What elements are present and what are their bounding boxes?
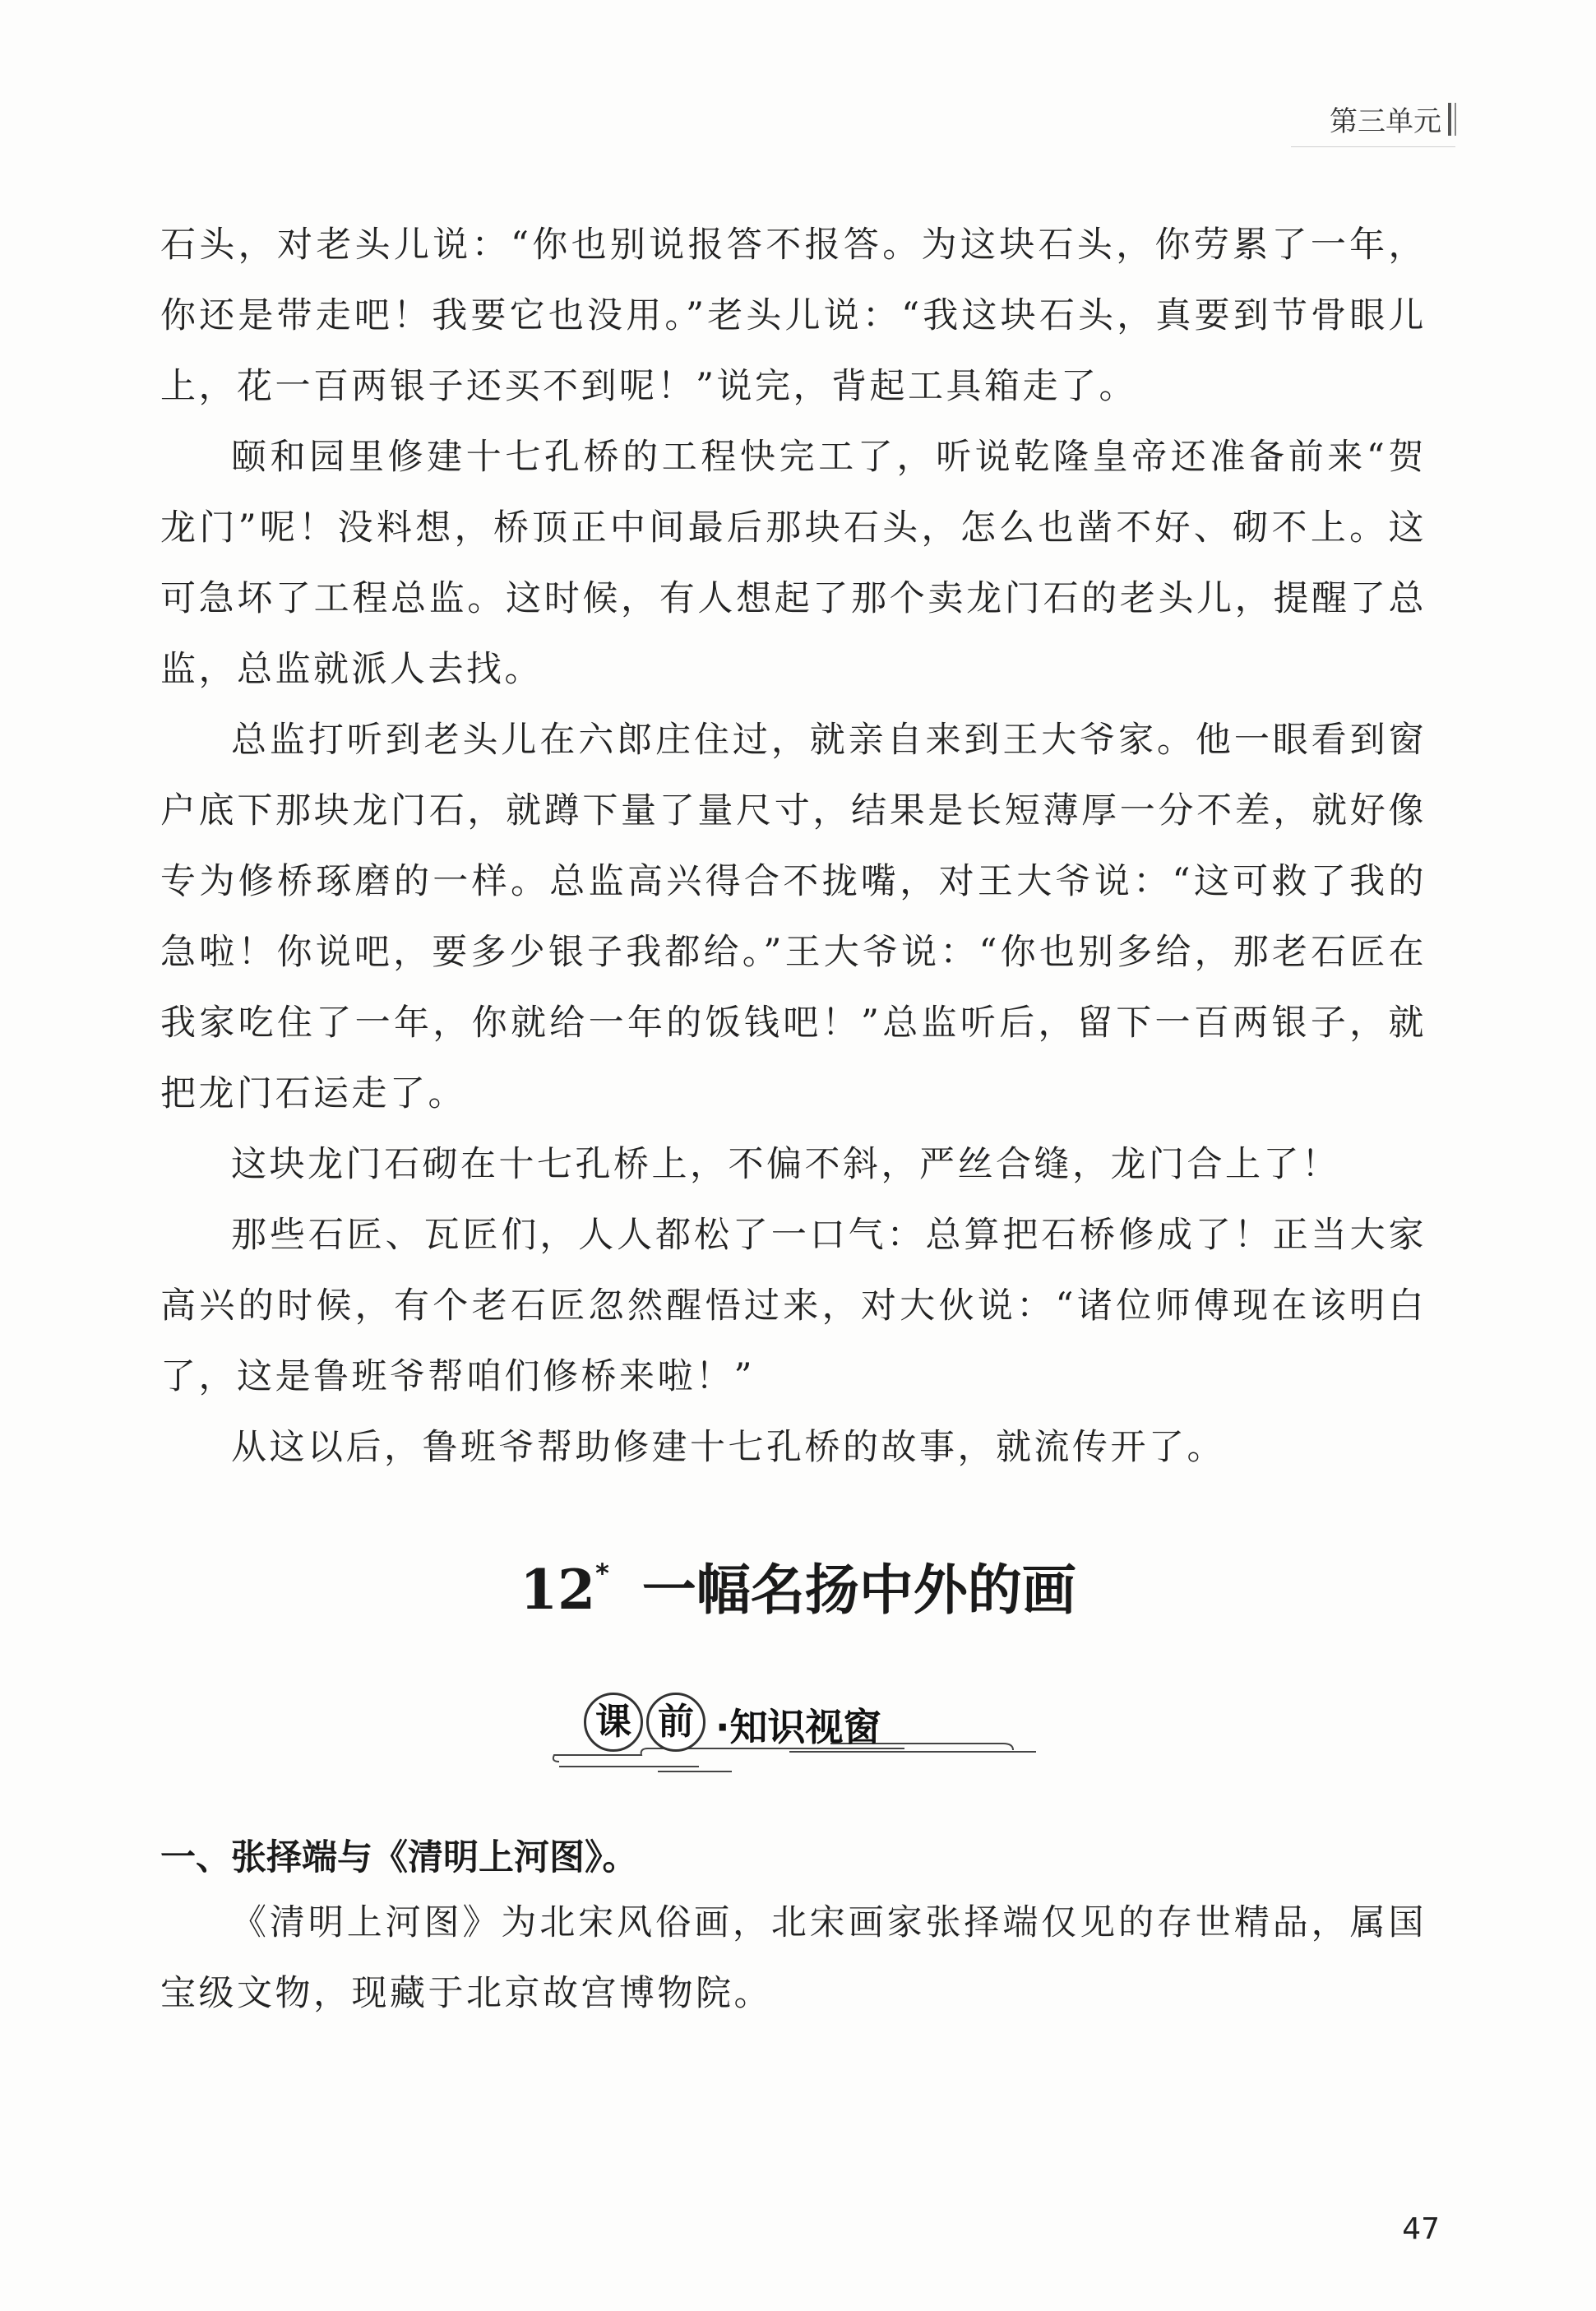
header-bar-thin xyxy=(1455,103,1456,136)
story-text xyxy=(160,210,1427,1483)
story-paragraph: 从这以后，鲁班爷帮助修建十七孔桥的故事，就流传开了。 xyxy=(231,1427,1225,1468)
knowledge-text xyxy=(160,1887,1427,2029)
story-paragraph: 石头，对老头儿说：“你也别说报答不报答。为这块石头，你劳累了一年，你还是带走吧！我要它也没用。”老头儿说：“我这块石头，真要到节骨眼儿上，花一百两银子还买不到呢！”说完，背起工具箱走了。 xyxy=(160,225,1427,407)
story-paragraph: 总监打听到老头儿在六郎庄住过，就亲自来到王大爷家。他一眼看到窗户底下那块龙门石，就蹲下量了量尺寸，结果是长短薄厚一分不差，就好像专为修桥琢磨的一样。总监高兴得合不拢嘴，对王大爷说：“这可救了我的急啦！你说吧，要多少银子我都给。”王大爷说：“你也别多给，那老石匠在我家吃住了一年，你就给一年的饭钱吧！”总监听后，留下一百两银子，就把龙门石运走了。 xyxy=(160,720,1427,1114)
section-banner xyxy=(543,1686,1052,1776)
lesson-number: 12 xyxy=(520,1558,596,1622)
lesson-marker: * xyxy=(595,1558,609,1589)
banner-subtitle: ·知识视窗 xyxy=(715,1705,881,1749)
unit-label: 第三单元 xyxy=(1330,105,1441,138)
header-rule xyxy=(1291,146,1455,147)
page-number: 47 xyxy=(1402,2212,1440,2246)
knowledge-heading: 一、张择端与《清明上河图》。 xyxy=(160,1837,638,1878)
story-paragraph: 颐和园里修建十七孔桥的工程快完工了，听说乾隆皇帝还准备前来“贺龙门”呢！没料想，桥顶正中间最后那块石头，怎么也凿不好、砌不上。这可急坏了工程总监。这时候，有人想起了那个卖龙门石的老头儿，提醒了总监，总监就派人去找。 xyxy=(160,437,1427,690)
banner-char-qian: 前 xyxy=(646,1693,705,1752)
lesson-title-text: 一幅名扬中外的画 xyxy=(641,1558,1076,1622)
story-paragraph: 那些石匠、瓦匠们，人人都松了一口气：总算把石桥修成了！正当大家高兴的时候，有个老石匠忽然醒悟过来，对大伙说：“诸位师傅现在该明白了，这是鲁班爷帮咱们修桥来啦！” xyxy=(160,1215,1427,1397)
lesson-title xyxy=(0,1546,1596,1624)
running-header xyxy=(1330,99,1456,139)
banner-char-ke: 课 xyxy=(584,1693,643,1752)
header-bar-thick xyxy=(1448,103,1451,136)
story-paragraph: 这块龙门石砌在十七孔桥上，不偏不斜，严丝合缝，龙门合上了！ xyxy=(231,1144,1340,1185)
knowledge-paragraph: 《清明上河图》为北宋风俗画，北宋画家张择端仅见的存世精品，属国宝级文物，现藏于北京故宫博物院。 xyxy=(160,1902,1427,2014)
